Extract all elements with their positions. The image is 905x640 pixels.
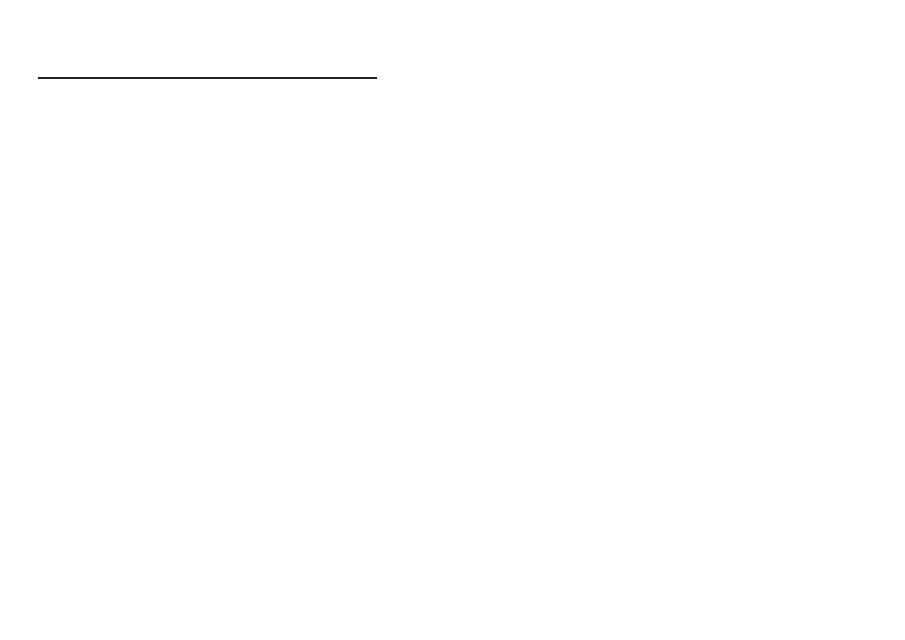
budget-table	[38, 77, 867, 79]
table-body	[39, 77, 867, 78]
funding-source	[306, 77, 377, 78]
table-row	[39, 77, 867, 78]
